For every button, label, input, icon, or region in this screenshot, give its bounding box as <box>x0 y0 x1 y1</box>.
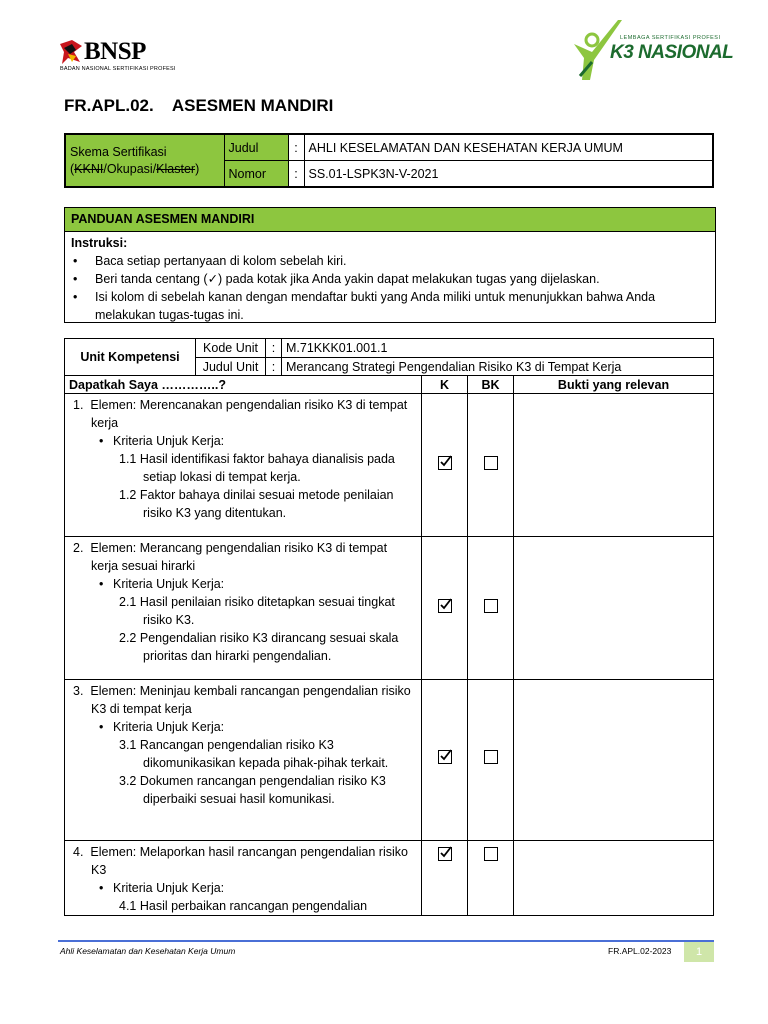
kode-unit-value: M.71KKK01.001.1 <box>282 339 714 358</box>
form-code: FR.APL.02. <box>64 96 154 115</box>
bnsp-emblem-icon <box>58 38 84 66</box>
kuk-item <box>69 629 417 665</box>
col-question: Dapatkah Saya …………..? <box>65 376 422 394</box>
unit-label: Unit Kompetensi <box>65 339 196 376</box>
element-title <box>69 539 417 575</box>
element-number: 2. <box>73 541 84 555</box>
kode-colon: : <box>266 339 282 358</box>
kuk-label: • Kriteria Unjuk Kerja: <box>69 575 417 593</box>
element-title <box>69 843 417 879</box>
kuk-item <box>69 772 417 808</box>
element-title-text: Elemen: Melaporkan hasil rancangan pengendalian risiko K3 <box>90 845 408 877</box>
bnsp-logo <box>58 38 176 78</box>
element-number: 4. <box>73 845 84 859</box>
kuk-text: Hasil identifikasi faktor bahaya dianalisis pada setiap lokasi di tempat kerja. <box>139 452 395 484</box>
k-checkbox[interactable] <box>438 847 452 861</box>
kuk-text: Pengendalian risiko K3 dirancang sesuai skala prioritas dan hirarki pengendalian. <box>139 631 399 663</box>
element-row <box>65 841 714 916</box>
bk-cell <box>468 841 514 916</box>
bk-checkbox[interactable] <box>484 456 498 470</box>
panduan-heading: PANDUAN ASESMEN MANDIRI <box>65 208 715 232</box>
element-row <box>65 394 714 537</box>
skema-type: (KKNI/Okupasi/Klaster) <box>70 161 200 176</box>
instruksi-item: • Baca setiap pertanyaan di kolom sebelah kiri. <box>71 252 709 270</box>
element-number: 3. <box>73 684 84 698</box>
checkmark-icon <box>439 597 453 611</box>
element-title <box>69 396 417 432</box>
bk-cell <box>468 680 514 841</box>
judul-unit-colon: : <box>266 358 282 376</box>
kuk-text: Hasil penilaian risiko ditetapkan sesuai tingkat risiko K3. <box>139 595 395 627</box>
bukti-cell[interactable] <box>514 841 714 916</box>
judul-unit-value: Merancang Strategi Pengendalian Risiko K3 di Tempat Kerja <box>282 358 714 376</box>
kuk-item <box>69 897 417 915</box>
kuk-item <box>69 736 417 772</box>
kuk-label: • Kriteria Unjuk Kerja: <box>69 879 417 897</box>
bk-checkbox[interactable] <box>484 750 498 764</box>
kkni-struck: KKNI <box>74 161 104 176</box>
k-checkbox[interactable] <box>438 599 452 613</box>
footer-right: FR.APL.02-2023 <box>608 946 672 956</box>
col-bk: BK <box>468 376 514 394</box>
kuk-text: Dokumen rancangan pengendalian risiko K3 diperbaiki sesuai hasil komunikasi. <box>139 774 386 806</box>
nomor-label: Nomor <box>224 161 288 188</box>
form-title: ASESMEN MANDIRI <box>171 96 334 115</box>
kuk-text: Faktor bahaya dinilai sesuai metode penilaian risiko K3 yang ditentukan. <box>139 488 394 520</box>
element-row <box>65 680 714 841</box>
element-rows <box>65 394 714 916</box>
skema-label-cell <box>65 134 224 187</box>
element-question-cell <box>65 680 422 841</box>
element-question-cell <box>65 537 422 680</box>
checkmark-icon <box>439 845 453 859</box>
judul-colon: : <box>288 134 304 161</box>
bukti-cell[interactable] <box>514 537 714 680</box>
kuk-label: • Kriteria Unjuk Kerja: <box>69 718 417 736</box>
k-checkbox[interactable] <box>438 750 452 764</box>
k3-nasional-logo <box>570 18 734 84</box>
nomor-colon: : <box>288 161 304 188</box>
instruksi-item: • Isi kolom di sebelah kanan dengan mendaftar bukti yang Anda miliki untuk menunjukkan bahwa Anda melakukan tugas-tugas ini. <box>71 288 709 324</box>
bukti-cell[interactable] <box>514 680 714 841</box>
checkmark-icon <box>439 748 453 762</box>
kuk-number: 3.2 <box>119 774 137 788</box>
element-title-text: Elemen: Merencanakan pengendalian risiko K3 di tempat kerja <box>90 398 408 430</box>
bnsp-fullname: BADAN NASIONAL SERTIFIKASI PROFESI <box>60 66 176 72</box>
k-cell <box>422 680 468 841</box>
kuk-number: 2.1 <box>119 595 137 609</box>
kuk-number: 2.2 <box>119 631 137 645</box>
footer-left: Ahli Keselamatan dan Kesehatan Kerja Umum <box>60 946 236 956</box>
kode-unit-label: Kode Unit <box>196 339 266 358</box>
bukti-cell[interactable] <box>514 394 714 537</box>
bk-checkbox[interactable] <box>484 847 498 861</box>
element-row <box>65 537 714 680</box>
bk-cell <box>468 537 514 680</box>
kuk-label: • Kriteria Unjuk Kerja: <box>69 432 417 450</box>
klaster-struck: Klaster <box>156 161 196 176</box>
col-k: K <box>422 376 468 394</box>
k-cell <box>422 537 468 680</box>
element-question-cell <box>65 394 422 537</box>
element-title <box>69 682 417 718</box>
kuk-item <box>69 450 417 486</box>
judul-label: Judul <box>224 134 288 161</box>
checkmark-icon <box>439 454 453 468</box>
bk-cell <box>468 394 514 537</box>
kuk-item <box>69 486 417 522</box>
skema-table <box>64 133 714 188</box>
k-cell <box>422 394 468 537</box>
judul-value: AHLI KESELAMATAN DAN KESEHATAN KERJA UMUM <box>304 134 713 161</box>
k-cell <box>422 841 468 916</box>
unit-table <box>64 338 714 916</box>
bnsp-wordmark: BNSP <box>84 38 146 65</box>
panduan-body <box>65 232 715 326</box>
judul-unit-label: Judul Unit <box>196 358 266 376</box>
instruksi-label: Instruksi: <box>71 236 128 250</box>
kuk-number: 4.1 <box>119 899 137 913</box>
k3-wordmark: K3 NASIONAL <box>610 42 734 63</box>
skema-label: Skema Sertifikasi <box>70 144 167 159</box>
k3-subtitle: LEMBAGA SERTIFIKASI PROFESI <box>620 35 721 41</box>
document-title <box>64 96 347 116</box>
k-checkbox[interactable] <box>438 456 452 470</box>
kuk-number: 1.1 <box>119 452 137 466</box>
kuk-text: Hasil perbaikan rancangan pengendalian <box>139 899 368 913</box>
instruksi-item: • Beri tanda centang (✓) pada kotak jika Anda yakin dapat melakukan tugas yang dijelaskan. <box>71 270 709 288</box>
col-bukti: Bukti yang relevan <box>514 376 714 394</box>
element-question-cell <box>65 841 422 916</box>
kuk-number: 3.1 <box>119 738 137 752</box>
kuk-number: 1.2 <box>119 488 137 502</box>
bk-checkbox[interactable] <box>484 599 498 613</box>
panduan-box <box>64 207 716 323</box>
kuk-item <box>69 593 417 629</box>
element-title-text: Elemen: Meninjau kembali rancangan pengendalian risiko K3 di tempat kerja <box>90 684 411 716</box>
element-number: 1. <box>73 398 84 412</box>
nomor-value: SS.01-LSPK3N-V-2021 <box>304 161 713 188</box>
page-number: 1 <box>684 942 714 962</box>
kuk-text: Rancangan pengendalian risiko K3 dikomunikasikan kepada pihak-pihak terkait. <box>139 738 389 770</box>
footer-line <box>58 940 714 942</box>
element-title-text: Elemen: Merancang pengendalian risiko K3 di tempat kerja sesuai hirarki <box>90 541 388 573</box>
